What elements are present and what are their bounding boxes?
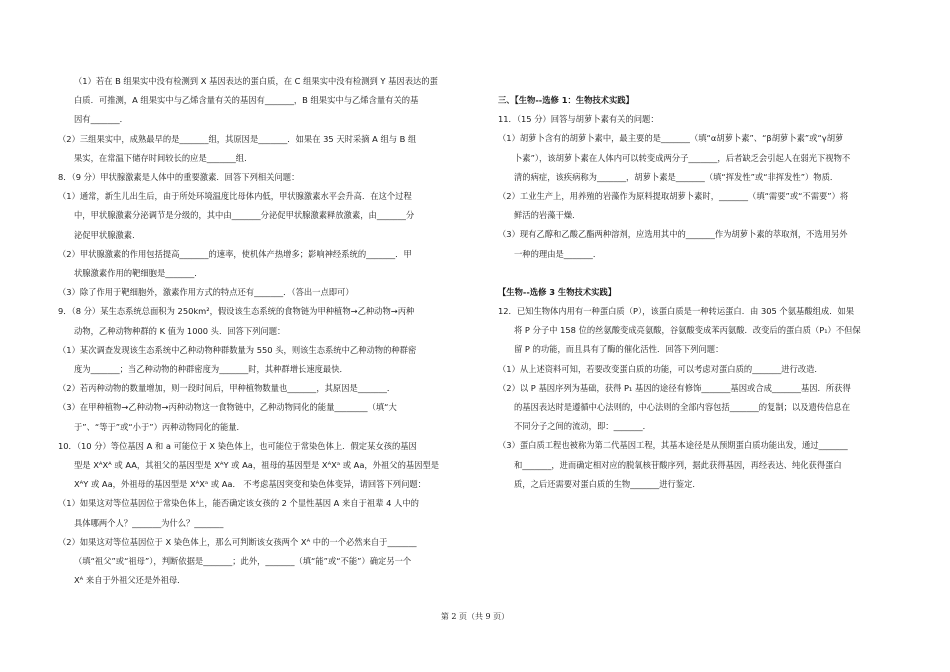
q8-part2-line2: 状腺激素作用的靶细胞是_______．	[74, 268, 203, 279]
q8-part1-line1: （1）通常，新生儿出生后，由于所处环境温度比母体内低，甲状腺激素水平会升高．在这个过程	[58, 191, 412, 202]
spacer	[498, 72, 898, 91]
q8-part2-line1: （2）甲状腺激素的作用包括提高_______的速率，使机体产热增多；影响神经系统的_______．甲	[58, 248, 412, 259]
q11-part3-line2: 一种的理由是_______．	[514, 248, 602, 259]
q7-part2-line1: （2）三组果实中，成熟最早的是_______组，其原因是_______．如果在 35 天时采摘 A 组与 B 组	[58, 133, 417, 144]
q8-part3: （3）除了作用于靶细胞外，激素作用方式的特点还有_______．（答出一点即可）	[58, 287, 354, 298]
q11-part1-line1: （1）胡萝卜含有的胡萝卜素中，最主要的是_______（填“α胡萝卜素”、“β胡萝卜素”或“γ胡萝	[498, 133, 844, 144]
q10-part1-line1: （1）如果这对等位基因位于常染色体上，能否确定该女孩的 2 个显性基因 A 来自于祖辈 4 人中的	[58, 498, 419, 509]
q12-part3-line3: 质，之后还需要对蛋白质的生物_______进行鉴定．	[514, 478, 701, 489]
q7-part2-line2: 果实，在常温下储存时间较长的应是_______组．	[74, 152, 253, 163]
q9-part3-line2: 于”、“等于”或“小于”）丙种动物同化的能量．	[74, 421, 245, 432]
q10-stem-line2: 型是 XᴬXᴬ 或 AA，其祖父的基因型是 XᴬY 或 Aa，祖母的基因型是 XᴬXᵃ 或 Aa，外祖父的基因型是	[74, 460, 440, 471]
q7-part1-line3: 因有_______．	[74, 114, 128, 125]
q9-part1-line2: 度为_______；当乙种动物的种群密度为_______时，其种群增长速度最快．	[74, 364, 348, 375]
q10-part2-line2: （填“祖父”或“祖母”），判断依据是_______；此外，_______（填“能”或“不能”）确定另一个	[74, 556, 412, 567]
page-number-footer: 第 2 页（共 9 页）	[440, 612, 510, 621]
q10-part2-line1: （2）如果这对等位基因位于 X 染色体上，那么可判断该女孩两个 Xᴬ 中的一个必然来自于_______	[58, 536, 417, 547]
right-column	[498, 72, 898, 494]
q12-part2-line2: 的基因表达时是遵循中心法则的，中心法则的全部内容包括_______的复制；以及遗传信息在	[514, 402, 851, 413]
q9-part3-line1: （3）在甲种植物→乙种动物→丙种动物这一食物链中，乙种动物同化的能量________（填“大	[58, 402, 397, 413]
q11-part1-line2: 卜素”），该胡萝卜素在人体内可以转变成两分子_______，后者缺乏会引起人在弱光下视物不	[514, 152, 851, 163]
q9-part1-line1: （1）某次调查发现该生态系统中乙种动物种群数量为 550 头，则该生态系统中乙种动物的种群密	[58, 344, 417, 355]
q10-stem-line1: 10．（10 分）等位基因 A 和 a 可能位于 X 染色体上，也可能位于常染色体上．假定某女孩的基因	[58, 440, 417, 451]
q9-part2: （2）若丙种动物的数量增加，则一段时间后，甲种植物数量也_______，其原因是_______．	[58, 383, 396, 394]
q11-stem: 11．（15 分）回答与胡萝卜素有关的问题：	[498, 114, 659, 125]
q9-stem-line2: 动物，乙种动物种群的 K 值为 1000 头．回答下列问题：	[74, 325, 286, 336]
q8-stem: 8．（9 分）甲状腺激素是人体中的重要激素．回答下列相关问题：	[58, 172, 300, 183]
q12-part2-line3: 不同分子之间的流动，即：_______．	[514, 421, 651, 432]
q7-part1-line2: 白质．可推测，A 组果实中与乙烯含量有关的基因有_______，B 组果实中与乙烯含量有关的基	[74, 95, 419, 106]
elective-3-heading: 【生物--选修 3 生物技术实践】	[498, 286, 617, 297]
q10-part1-line2: 具体哪两个人？_______为什么？_______	[74, 517, 224, 528]
q12-stem-line2: 将 P 分子中 158 位的丝氨酸变成亮氨酸，谷氨酸变成苯丙氨酸．改变后的蛋白质（P₁）不但保	[514, 325, 861, 336]
q11-part3-line1: （3）现有乙醇和乙酸乙酯两种溶剂，应选用其中的_______作为胡萝卜素的萃取剂，不选用另外	[498, 229, 848, 240]
q12-part2-line1: （2）以 P 基因序列为基础，获得 P₁ 基因的途径有修饰_______基因或合成_______基因．所获得	[498, 382, 851, 393]
spacer	[498, 264, 898, 283]
q11-part2-line1: （2）工业生产上，用养殖的岩藻作为原料提取胡萝卜素时，_______（填“需要”或“不需要”）将	[498, 191, 849, 202]
q12-part3-line1: （3）蛋白质工程也被称为第二代基因工程，其基本途径是从预期蛋白质功能出发，通过_______	[498, 440, 848, 451]
q8-part1-line2: 中，甲状腺激素分泌调节是分级的，其中由_______分泌促甲状腺激素释放激素，由_______分	[74, 210, 415, 221]
q12-part1: （1）从上述资料可知，若要改变蛋白质的功能，可以考虑对蛋白质的_______进行改造．	[498, 363, 823, 374]
q8-part1-line3: 泌促甲状腺激素．	[74, 229, 141, 240]
left-column	[58, 72, 476, 590]
q12-stem-line1: 12．已知生物体内用有一种蛋白质（P），该蛋白质是一种转运蛋白．由 305 个氨基酸组成．如果	[498, 306, 855, 317]
q9-stem-line1: 9．（8 分）某生态系统总面积为 250km²，假设该生态系统的食物链为甲种植物→乙种动物→丙种	[58, 306, 415, 317]
section-3-heading: 三、【生物--选修 1：生物技术实践】	[498, 95, 634, 105]
q11-part2-line2: 鲜活的岩藻干燥．	[514, 210, 581, 221]
q12-stem-line3: 留 P 的功能，而且具有了酶的催化活性．回答下列问题：	[514, 344, 724, 355]
q12-part3-line2: 和_______，进而确定相对应的脱氧核苷酸序列，据此获得基因，再经表达、纯化获得蛋白	[514, 459, 842, 470]
q7-part1-line1: （1）若在 B 组果实中没有检测到 X 基因表达的蛋白质，在 C 组果实中没有检测到 Y 基因表达的蛋	[74, 76, 438, 86]
q11-part1-line3: 清的病症，该疾病称为_______，胡萝卜素是_______（填“挥发性”或“非挥发性”）物质．	[514, 171, 839, 182]
q10-part2-line3: Xᴬ 来自于外祖父还是外祖母．	[74, 575, 186, 586]
q10-stem-line3: XᴬY 或 Aa，外祖母的基因型是 XᴬXᵃ 或 Aa． 不考虑基因突变和染色体变异，请回答下列问题：	[74, 479, 426, 490]
